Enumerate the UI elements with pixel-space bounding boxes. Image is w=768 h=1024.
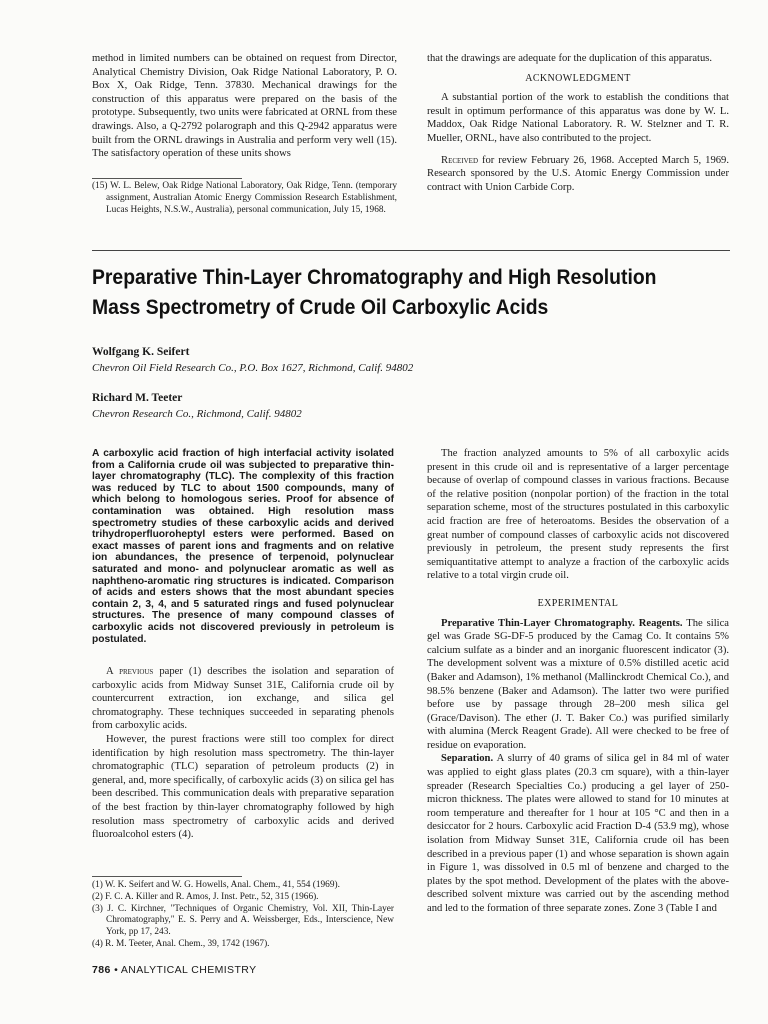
- left-body-column: [92, 665, 394, 842]
- intro-text-1: paper (1) describes the isolation and separation of carboxylic acids from Midway Sunset 31E, California crude oil by countercurrent extraction, ion exchange, and silica gel chromatography. These techniques succeeded in separating phenols from carboxylic acids.: [92, 666, 394, 732]
- reagents-text: The silica gel was Grade SG-DF-5 produced by the Camag Co. It contains 5% calcium sulfate as a binder and an inorganic fluorescent indicator (3). The development solvent was a mixture of 0.5% distilled acetic acid (Baker and Adamson), 1% methanol (Mallinckrodt Chemical Co.), and 98.5% benzene (Baker and Adamson). The latter two were purified before use by passage through 28–200 mesh silica gel (Grace/Davison). The ether (J. T. Baker Co.) was purified similarly with alumina (Merck Reagent Grade). All were checked to be free of residue on evaporation.: [427, 617, 729, 751]
- reagents-paragraph: [427, 617, 729, 753]
- abstract: A carboxylic acid fraction of high interfacial activity isolated from a California crude oil was subjected to preparative thin-layer chromatography (TLC). The complexity of this fraction was reduced by TLC to about 1500 compounds, many of which belong to homologous series. Proof for absence of contamination was obtained. High resolution mass spectrometry studies of these carboxylic acids and derived trihydroperfluoroheptyl esters were performed. Based on exact masses of parent ions and fragments and on relative ion abundances, the presence of terpenoid, polynuclear saturated and mono- and polynuclear aromatic as well as naphtheno-aromatic ring structures is indicated. Comparison of acids and esters shows that the most abundant species contain 2, 3, 4, and 5 saturated rings and fused polynuclear structures. The presence of many compound classes of carboxylic acids not discovered previously in petroleum is postulated.: [92, 448, 394, 645]
- top-left-column: [92, 52, 397, 161]
- acknowledgment-heading: ACKNOWLEDGMENT: [525, 72, 631, 84]
- intro-paragraph-1: [92, 665, 394, 733]
- references-rule: [92, 876, 242, 877]
- affiliation-2: Chevron Research Co., Richmond, Calif. 94802: [92, 408, 302, 420]
- article-title: [92, 262, 668, 322]
- continued-paragraph-right: that the drawings are adequate for the duplication of this apparatus.: [427, 53, 713, 64]
- footer-bullet: •: [114, 964, 119, 976]
- continued-paragraph: method in limited numbers can be obtained on request from Director, Analytical Chemistry Division, Oak Ridge National Laboratory, P. O. Box X, Oak Ridge, Tenn. 37830. Mechanical drawings for the construction of this apparatus were prepared on the basis of the prototype. Subsequently, two units were fabricated at ORNL from these drawings. Also, a Q-2792 polarograph and this Q-2942 apparatus were built from the ORNL drawings in Australia and perform very well (15). The satisfactory operation of these units shows: [92, 53, 397, 160]
- intro-lead: A previous: [106, 666, 154, 677]
- experimental-heading: EXPERIMENTAL: [537, 597, 619, 609]
- references: [92, 880, 394, 951]
- separation-paragraph: [427, 752, 729, 915]
- runin-reagents: Preparative Thin-Layer Chromatography. Reagents.: [441, 617, 683, 629]
- title-line-2: Mass Spectrometry of Crude Oil Carboxylic Acids: [92, 295, 549, 319]
- received-note: [427, 154, 729, 195]
- top-left-footnote: [92, 181, 397, 216]
- affiliation-1: Chevron Oil Field Research Co., P.O. Box 1627, Richmond, Calif. 94802: [92, 362, 414, 374]
- reference-3: (3) J. C. Kirchner, "Techniques of Organic Chemistry, Vol. XII, Thin-Layer Chromatography," E. S. Perry and A. Weissberger, Eds., Interscience, New York, pp 17, 243.: [92, 903, 394, 938]
- top-right-column: [427, 52, 729, 194]
- separation-text: A slurry of 40 grams of silica gel in 84 ml of water was applied to eight glass plates (20.3 cm square), with a thin-layer spreader (Research Specialties Co.) producing a gel layer of 250-micron thickness. The plates were allowed to stand for 10 minutes at room temperature and thereafter for 1 hour at 105 °C and then in a desiccator for 2 hours. Carboxylic acid Fraction D-4 (53.9 mg), whose isolation from Midway Sunset 31E, California crude oil has been described in a previous paper (1) and whose separation is shown again in Figure 1, was dissolved in 0.5 ml of benzene and charged to the plates by the spot method. Development of the plates with the above-described solvent mixture was carried out by the ascending method and led to the formation of three separate zones. Zone 3 (Table I and: [427, 753, 729, 914]
- page-footer: [92, 964, 256, 976]
- author-2: Richard M. Teeter: [92, 392, 183, 404]
- acknowledgment-text: A substantial portion of the work to establish the conditions that result in optimum performance of this apparatus was done by W. L. Maddox, Oak Ridge National Laboratory. R. W. Stelzner and T. R. Mueller, ORNL, have also contributed to the project.: [427, 92, 729, 144]
- right-paragraph-1: The fraction analyzed amounts to 5% of all carboxylic acids present in this crude oil and is representative of a larger percentage because of overlap of compound classes in various fractions. Because of the relative position (nonpolar portion) of the fraction in the total separation scheme, most of the structures postulated in this carboxylic acid fraction are free of heteroatoms. Besides the observation of a great number of compound classes of carboxylic acids not discovered previously in petroleum, the present study represents the first semiquantitative attempt to analyze a fraction of the carboxylic acids relative to a total virgin crude oil.: [427, 448, 729, 582]
- title-line-1: Preparative Thin-Layer Chromatography and High Resolution: [92, 265, 657, 289]
- journal-name: ANALYTICAL CHEMISTRY: [120, 964, 257, 976]
- intro-paragraph-2: However, the purest fractions were still too complex for direct identification by high resolution mass spectrometry. The thin-layer chromatographic (TLC) separation of petroleum products (2) in general, and, more specifically, of carboxylic acids (3) on silica gel has been described. This communication deals with preparative separation of the best fraction by thin-layer chromatography followed by high resolution mass spectrometry of carboxylic acids and derived fluoroalcohol esters (4).: [92, 733, 394, 841]
- reference-4: (4) R. M. Teeter, Anal. Chem., 39, 1742 (1967).: [92, 938, 270, 949]
- page-number: 786: [92, 964, 111, 976]
- author-1: Wolfgang K. Seifert: [92, 346, 190, 358]
- right-body-column: [427, 447, 729, 916]
- article-separator-rule: [92, 250, 730, 251]
- received-text: for review February 26, 1968. Accepted March 5, 1969. Research sponsored by the U.S. Atomic Energy Commission under contract with Union Carbide Corp.: [427, 154, 729, 193]
- footnote-15: (15) W. L. Belew, Oak Ridge National Laboratory, Oak Ridge, Tenn. (temporary assignment, Australian Atomic Energy Commission Research Establishment, Lucas Heights, N.S.W., Australia), personal communication, July 15, 1968.: [92, 181, 397, 215]
- received-label: Received: [441, 154, 479, 166]
- reference-1: (1) W. K. Seifert and W. G. Howells, Anal. Chem., 41, 554 (1969).: [92, 880, 340, 890]
- reference-2: (2) F. C. A. Killer and R. Amos, J. Inst. Petr., 52, 315 (1966).: [92, 891, 319, 902]
- footnote-rule: [92, 178, 242, 179]
- runin-separation: Separation.: [441, 753, 494, 765]
